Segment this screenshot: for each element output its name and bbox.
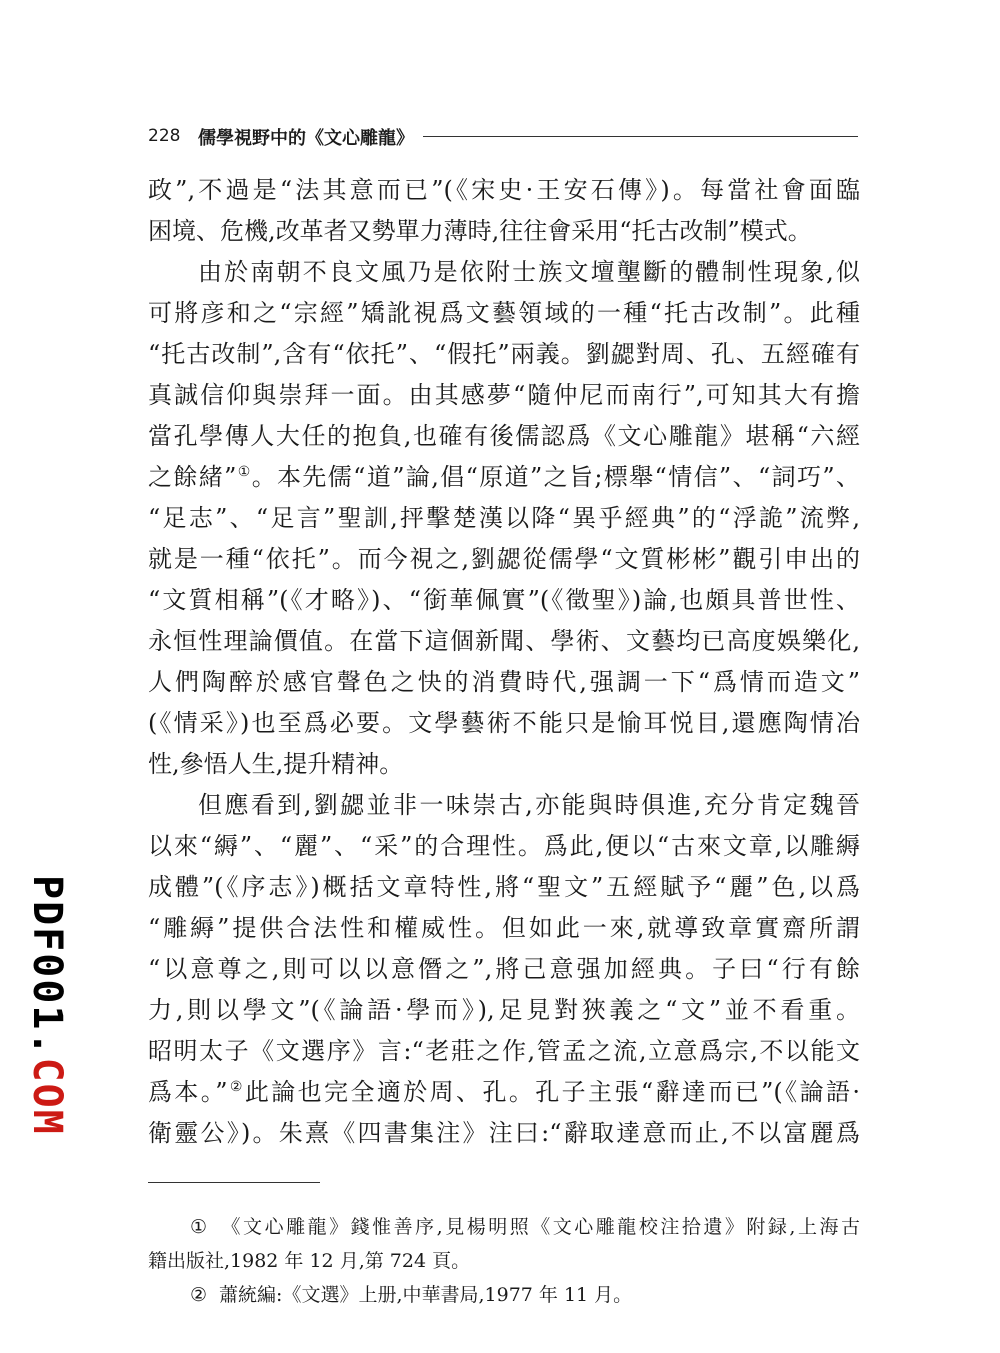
- footnote-1-mark: ①: [190, 1216, 210, 1238]
- running-title: 儒學視野中的《文心雕龍》: [198, 128, 414, 149]
- text-line: 困境、危機,改革者又勢單力薄時,往往會采用“托古改制”模式。: [148, 217, 812, 245]
- footnote-1-line: [148, 1210, 860, 1244]
- watermark-tail: COM: [24, 1057, 70, 1136]
- footnote-2-mark: ②: [190, 1284, 208, 1306]
- page-number: 228: [148, 126, 181, 146]
- text-line: 成體”(《序志》)概括文章特性,將“聖文”五經賦予“麗”色,以爲: [148, 873, 860, 901]
- text-line: “雕縟”提供合法性和權威性。但如此一來,就導致章實齋所謂: [148, 914, 860, 942]
- header-rule: [423, 136, 858, 137]
- text-line: 但應看到,劉勰並非一味崇古,亦能與時俱進,充分肯定魏晉: [198, 791, 860, 819]
- text-line: 永恒性理論價值。在當下這個新聞、學術、文藝均已高度娛樂化,: [148, 627, 860, 655]
- body-text: [148, 170, 860, 1154]
- footnote-2-text: 蕭統編:《文選》上册,中華書局,1977 年 11 月。: [219, 1284, 633, 1306]
- text-line: 性,參悟人生,提升精神。: [148, 750, 404, 778]
- text-line: 就是一種“依托”。而今視之,劉勰從儒學“文質彬彬”觀引申出的: [148, 545, 860, 573]
- watermark-main: PDF001.: [24, 875, 70, 1058]
- text-line-with-note: [148, 457, 860, 498]
- text-line: “文質相稱”(《才略》)、“銜華佩實”(《徵聖》)論,也頗具普世性、: [148, 586, 860, 614]
- text-segment: 。本先儒“道”論,倡“原道”之旨;標舉“情信”、“詞巧”、: [251, 463, 860, 491]
- footnotes: [148, 1210, 860, 1312]
- text-line: 力,則以學文”(《論語·學而》),足見對狹義之“文”並不看重。: [148, 996, 860, 1024]
- text-line: 昭明太子《文選序》言:“老莊之作,管孟之流,立意爲宗,不以能文: [148, 1037, 860, 1065]
- text-line: 可將彦和之“宗經”矯訛視爲文藝領域的一種“托古改制”。此種: [148, 299, 860, 327]
- text-line: 由於南朝不良文風乃是依附士族文壇壟斷的體制性現象,似: [198, 258, 860, 286]
- running-header: [148, 122, 858, 152]
- footnote-1-text: 《文心雕龍》錢惟善序,見楊明照《文心雕龍校注拾遺》附録,上海古: [221, 1216, 860, 1238]
- text-line: 真誠信仰與崇拜一面。由其感夢“隨仲尼而南行”,可知其大有擔: [148, 381, 860, 409]
- footnote-2-line: [148, 1278, 860, 1312]
- watermark: [24, 875, 70, 1136]
- text-line: 當孔學傳人大任的抱負,也確有後儒認爲《文心雕龍》堪稱“六經: [148, 422, 860, 450]
- text-line: (《情采》)也至爲必要。文學藝術不能只是愉耳悦目,還應陶情冶: [148, 709, 860, 737]
- footnote-1-line: 籍出版社,1982 年 12 月,第 724 頁。: [148, 1250, 471, 1272]
- text-line: 政”,不過是“法其意而已”(《宋史·王安石傳》)。每當社會面臨: [148, 176, 860, 204]
- text-line: “托古改制”,含有“依托”、“假托”兩義。劉勰對周、孔、五經確有: [148, 340, 860, 368]
- text-line-with-note: [148, 1072, 860, 1113]
- text-segment: 此論也完全適於周、孔。孔子主張“辭達而已”(《論語·: [244, 1078, 860, 1106]
- text-segment: 爲本。”: [148, 1078, 228, 1106]
- text-line: 以來“縟”、“麗”、“采”的合理性。爲此,便以“古來文章,以雕縟: [148, 832, 860, 860]
- text-line: “足志”、“足言”聖訓,抨擊楚漢以降“異乎經典”的“浮詭”流弊,: [148, 504, 860, 532]
- footnote-ref-2[interactable]: ②: [227, 1079, 245, 1095]
- footnote-rule: [148, 1182, 320, 1183]
- footnote-ref-1[interactable]: ①: [236, 464, 252, 480]
- text-line: “以意尊之,則可以以意僭之”,將己意强加經典。子曰“行有餘: [148, 955, 860, 983]
- text-line: 衛靈公》)。朱熹《四書集注》注曰:“辭取達意而止,不以富麗爲: [148, 1119, 860, 1147]
- text-line: 人們陶醉於感官聲色之快的消費時代,强調一下“爲情而造文”: [148, 668, 860, 696]
- text-segment: 之餘緒”: [148, 463, 237, 491]
